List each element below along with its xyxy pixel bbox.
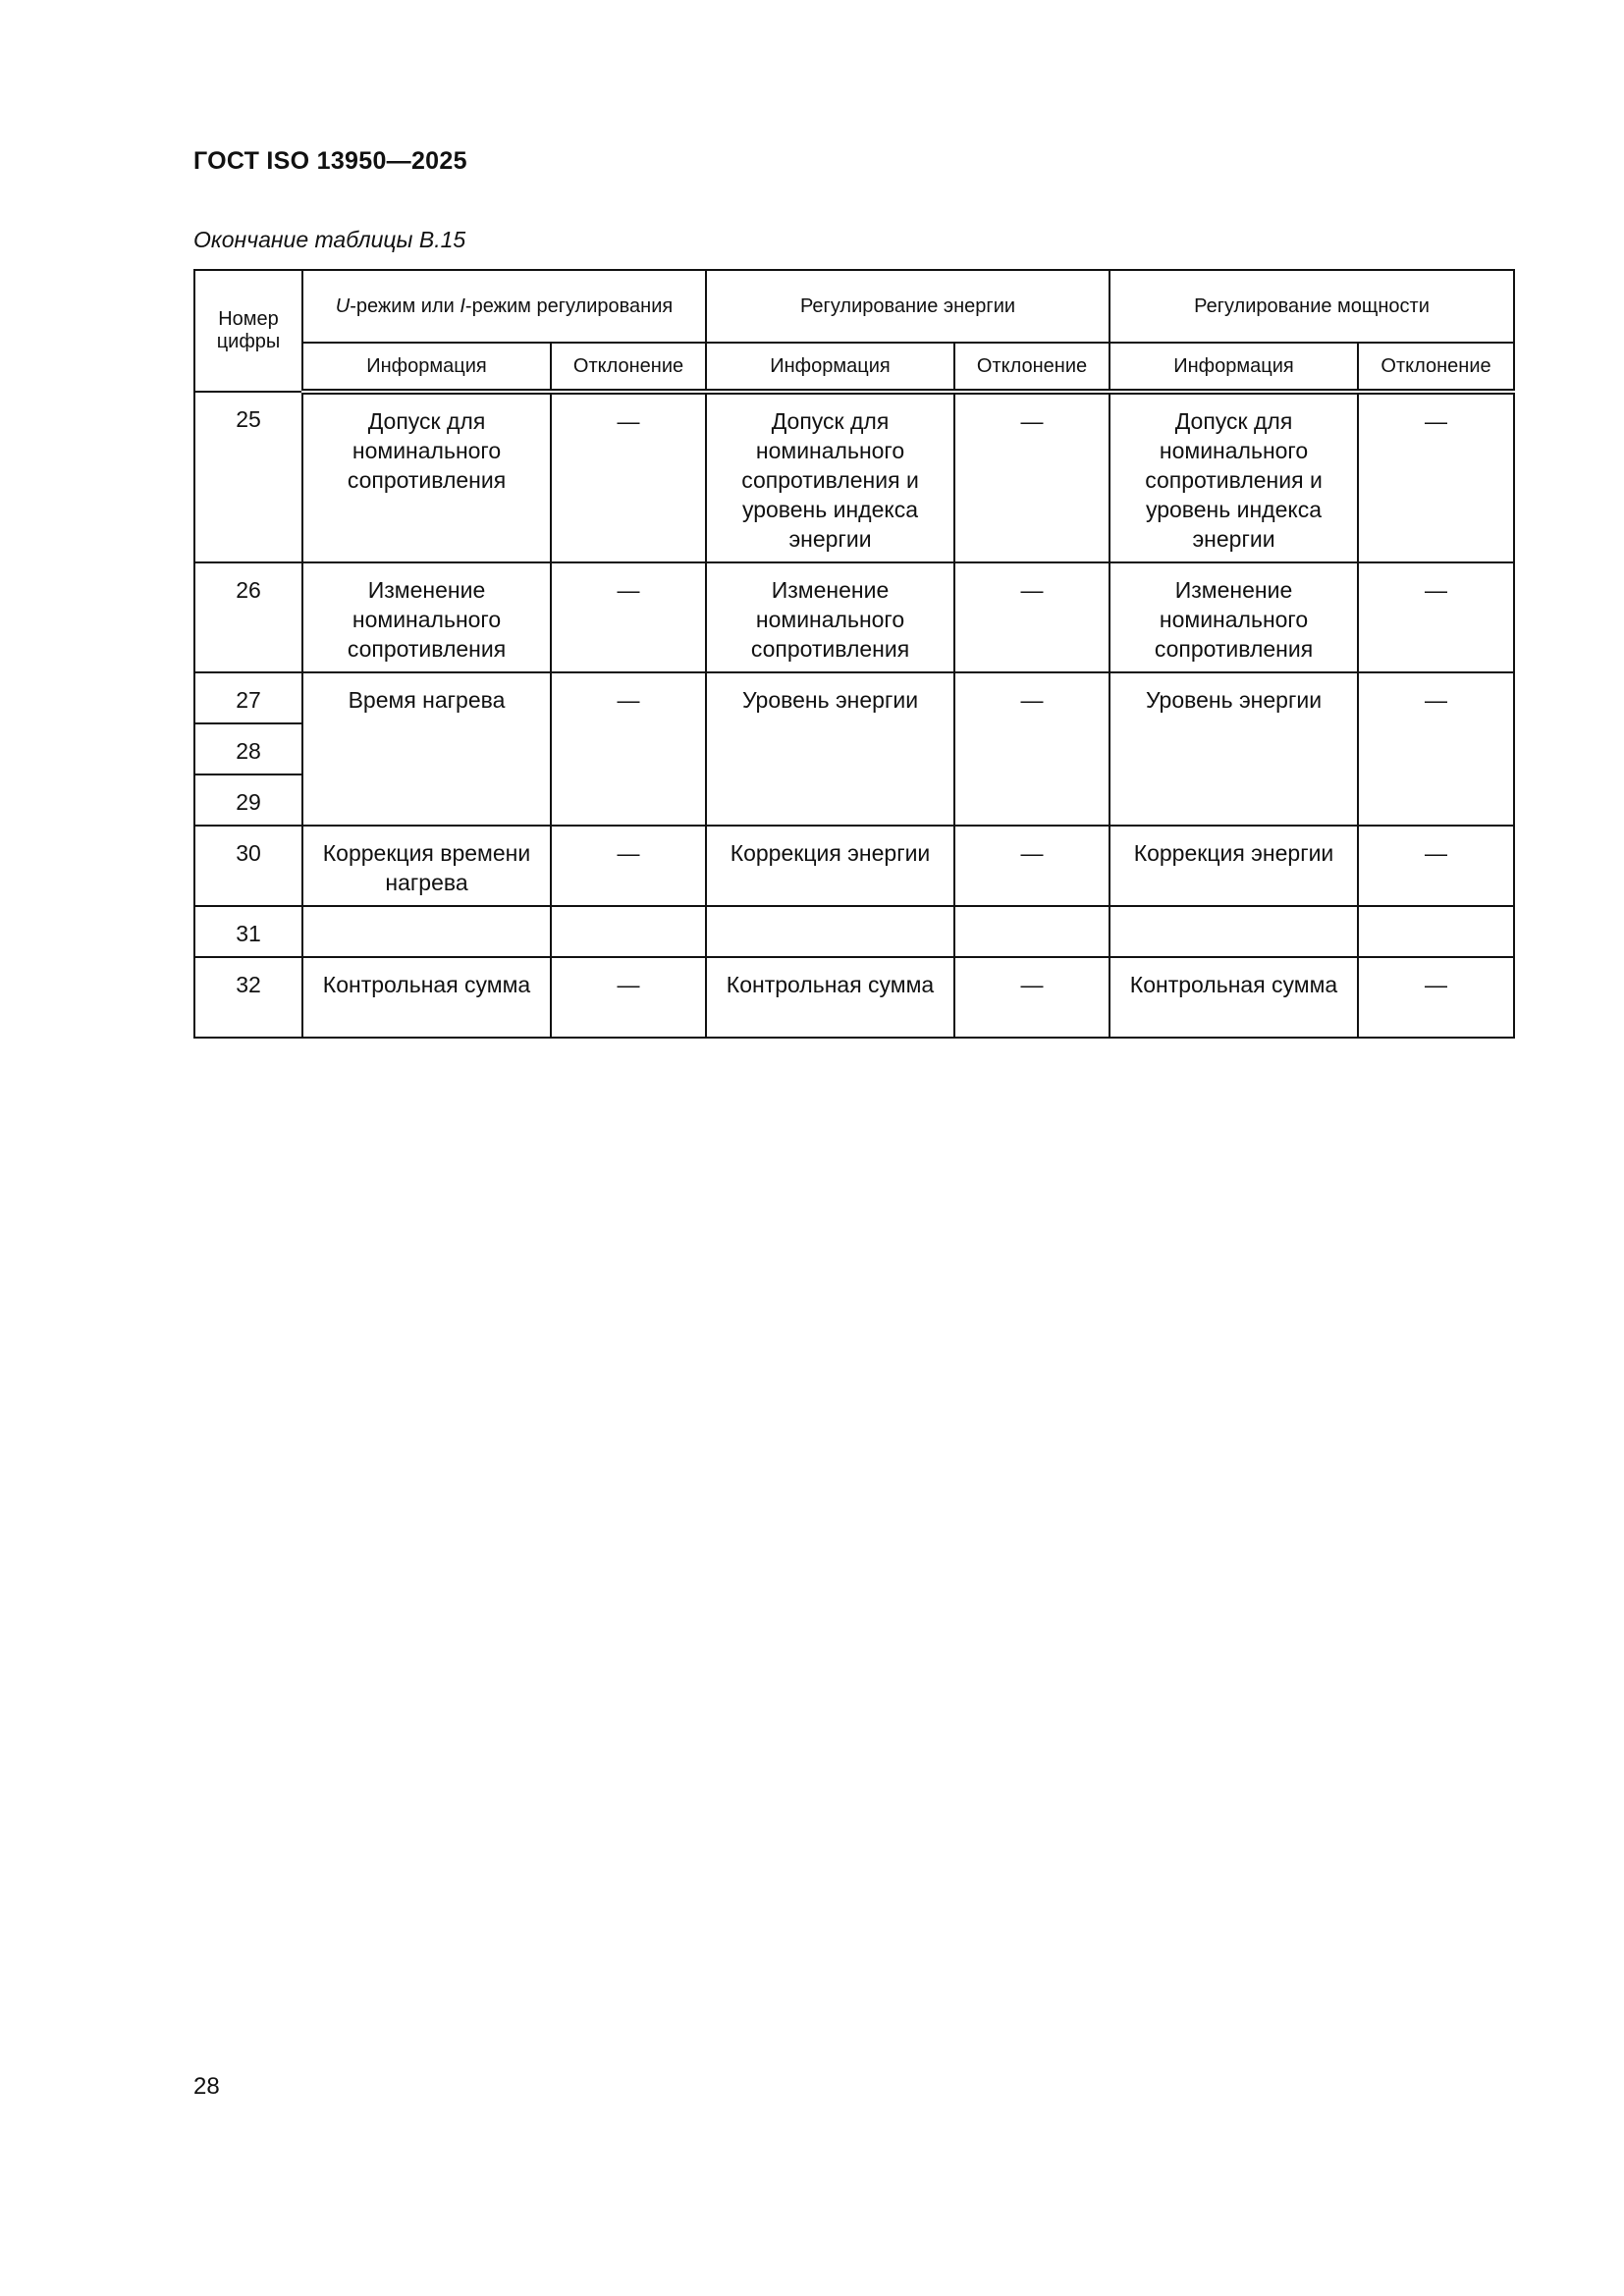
header-deviation-u: Отклонение: [551, 343, 706, 392]
deviation-cell-power: [1358, 906, 1514, 957]
info-cell-u: Время нагрева: [302, 672, 551, 826]
info-cell-energy: Уровень энергии: [706, 672, 954, 826]
deviation-cell-energy: —: [954, 392, 1110, 562]
info-cell-power: Допуск для номинального сопротивления и уровень индекса энергии: [1110, 392, 1358, 562]
header-digit-number: Номер цифры: [194, 270, 302, 392]
info-cell-u: Допуск для номинального сопротивления: [302, 392, 551, 562]
digit-number-cell: 30: [194, 826, 302, 906]
table-row: [194, 826, 1514, 906]
info-cell-energy: Контрольная сумма: [706, 957, 954, 1038]
info-cell-power: Изменение номинального сопротивления: [1110, 562, 1358, 672]
deviation-cell-power: —: [1358, 672, 1514, 826]
digit-number-cell: 28: [194, 723, 302, 774]
info-cell-power: Уровень энергии: [1110, 672, 1358, 826]
table-row: [194, 672, 1514, 723]
deviation-cell-u: —: [551, 957, 706, 1038]
deviation-cell-u: —: [551, 392, 706, 562]
digit-number-cell: 32: [194, 957, 302, 1038]
info-cell-power: Контрольная сумма: [1110, 957, 1358, 1038]
header-info-energy: Информация: [706, 343, 954, 392]
info-cell-energy: Допуск для номинального сопротивления и уровень индекса энергии: [706, 392, 954, 562]
deviation-cell-energy: —: [954, 957, 1110, 1038]
deviation-cell-u: —: [551, 562, 706, 672]
deviation-cell-energy: —: [954, 826, 1110, 906]
deviation-cell-power: —: [1358, 562, 1514, 672]
info-cell-energy: [706, 906, 954, 957]
deviation-cell-energy: —: [954, 562, 1110, 672]
info-cell-u: Контрольная сумма: [302, 957, 551, 1038]
table-row: [194, 957, 1514, 1038]
deviation-cell-power: —: [1358, 392, 1514, 562]
page-number: 28: [193, 2073, 220, 2100]
header-info-u: Информация: [302, 343, 551, 392]
header-group-u-i-mode: U-режим или I-режим регулирования: [302, 270, 706, 343]
header-info-power: Информация: [1110, 343, 1358, 392]
table-row: [194, 906, 1514, 957]
deviation-cell-u: —: [551, 826, 706, 906]
info-cell-u: [302, 906, 551, 957]
info-cell-energy: Коррекция энергии: [706, 826, 954, 906]
header-group-power: Регулирование мощности: [1110, 270, 1514, 343]
digit-number-cell: 31: [194, 906, 302, 957]
specification-table: [193, 269, 1515, 1039]
header-deviation-power: Отклонение: [1358, 343, 1514, 392]
digit-number-cell: 27: [194, 672, 302, 723]
deviation-cell-energy: —: [954, 672, 1110, 826]
info-cell-energy: Изменение номинального сопротивления: [706, 562, 954, 672]
info-cell-power: [1110, 906, 1358, 957]
table-row: [194, 562, 1514, 672]
header-group-energy: Регулирование энергии: [706, 270, 1110, 343]
digit-number-cell: 26: [194, 562, 302, 672]
deviation-cell-u: [551, 906, 706, 957]
table-caption: Окончание таблицы B.15: [193, 227, 466, 252]
deviation-cell-power: —: [1358, 826, 1514, 906]
document-header: ГОСТ ISO 13950—2025: [193, 147, 467, 175]
info-cell-u: Коррекция времени нагрева: [302, 826, 551, 906]
digit-number-cell: 29: [194, 774, 302, 826]
table-row: [194, 392, 1514, 562]
deviation-cell-energy: [954, 906, 1110, 957]
digit-number-cell: 25: [194, 392, 302, 562]
deviation-cell-u: —: [551, 672, 706, 826]
info-cell-u: Изменение номинального сопротивления: [302, 562, 551, 672]
header-deviation-energy: Отклонение: [954, 343, 1110, 392]
deviation-cell-power: —: [1358, 957, 1514, 1038]
info-cell-power: Коррекция энергии: [1110, 826, 1358, 906]
